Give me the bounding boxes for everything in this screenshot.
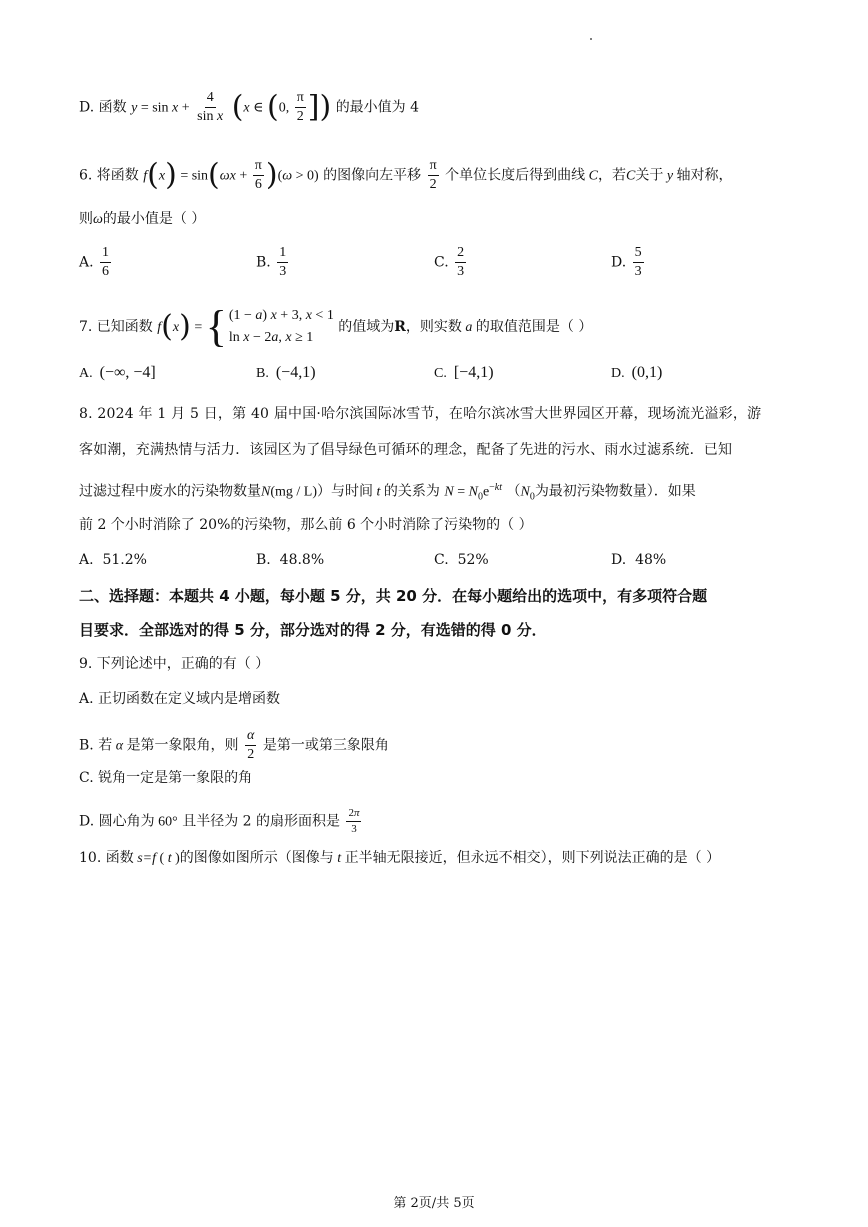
q9-stem: 9. 下列论述中，正确的有（ ） — [79, 656, 270, 672]
option-label: C. — [434, 366, 447, 381]
q6-mid: 的图像向左平移 — [323, 167, 422, 184]
option-label: D. — [611, 552, 627, 568]
q8-line3-e: 为最初污染物数量）．如果 — [534, 483, 696, 500]
option-value: [−4,1) — [453, 364, 494, 381]
page-footer: 第 2页/共 5页 — [393, 1196, 475, 1211]
q9-option-a: A. 正切函数在定义域内是增函数 — [79, 691, 281, 707]
q5d-prefix: D. 函数 — [79, 99, 127, 116]
q9-option-b: B. 若 α 是第一象限角，则 $\frac{\alpha}{2}$ 是第一或第三象限角 — [79, 728, 389, 762]
q6-option-c — [434, 246, 468, 279]
q7-option-d — [611, 364, 662, 382]
q7-piecewise: { (1 − a) x + 3, x < 1 ln x − 2a, x ≥ 1 — [205, 302, 334, 351]
q9b-prefix: B. 若 — [79, 737, 113, 754]
q6-mid5: 轴对称， — [676, 167, 733, 184]
q8-line3-c: 的关系为 — [383, 483, 440, 500]
q8-option-b — [256, 552, 324, 568]
numerator: 5 — [633, 246, 644, 263]
q5d-formula: y — [131, 100, 138, 116]
q8-option-a — [79, 552, 147, 568]
q8-line4: 前 2 个小时消除了 20%的污染物，那么前 6 个小时消除了污染物的（ ） — [79, 517, 533, 533]
q8-option-c — [434, 552, 489, 568]
q7-option-a — [79, 364, 156, 382]
speck — [590, 38, 592, 40]
option-value: 51.2% — [102, 552, 147, 568]
q8-line2: 客如潮，充满热情与活力．该园区为了倡导绿色可循环的理念，配备了先进的污水、雨水过滤系统．已知 — [79, 442, 733, 458]
q10-stem: 10. 函数 s=f ( t )的图像如图所示（图像与 t 正半轴无限接近，但永远不相交），则下列说法正确的是（ ） — [79, 850, 721, 866]
q6-mid3: ，若 — [597, 167, 626, 184]
q10-stem-c: 正半轴无限接近，但永远不相交），则下列说法正确的是（ ） — [344, 850, 721, 866]
q6-option-b — [256, 246, 290, 279]
option-value: (0,1) — [631, 364, 663, 381]
section2-heading-line1: 二、选择题：本题共 4 小题，每小题 5 分，共 20 分．在每小题给出的选项中，有多项符合题 — [79, 587, 708, 605]
q7-lead: 7. 已知函数 — [79, 319, 153, 335]
q6-line2-suffix: 的最小值是（ ） — [102, 211, 206, 227]
q6-stem-line2: 则ω的最小值是（ ） — [79, 211, 206, 227]
section2-heading-line2: 目要求．全部选对的得 5 分，部分选对的得 2 分，有选错的得 0 分． — [79, 621, 547, 639]
q7-bold-r: R — [394, 319, 406, 335]
q10-stem-b: 的图像如图所示（图像与 — [179, 850, 334, 866]
option-label: A. — [79, 552, 94, 568]
q8-line3-a: 过滤过程中废水的污染物数量 — [79, 483, 261, 500]
q5d-suffix: 的最小值为 4 — [335, 99, 420, 116]
q7-suffix: 的取值范围是（ ） — [475, 319, 593, 335]
q8-line3-b: ）与时间 — [317, 483, 373, 500]
denominator: 3 — [279, 264, 287, 279]
option-value: (−4,1) — [275, 364, 316, 381]
option-value: 52% — [457, 552, 489, 568]
q6-stem: 6. 将函数 f(x) = sin(ωx + $\frac{\pi}{6}$ )(ω > 0) 的图像向左平移 $\frac{\pi}{2}$ 个单位长度后得到曲线 C，若C关于 y 轴对称， — [79, 157, 733, 193]
q6-line2-prefix: 则 — [79, 211, 93, 227]
option-value: 48% — [635, 552, 667, 568]
q7-mid2: ，则实数 — [405, 319, 462, 335]
q6-mid4: 关于 — [635, 167, 664, 184]
option-label: B. — [256, 552, 271, 568]
q9d-prefix: D. 圆心角为 — [79, 813, 155, 830]
q6-lead: 6. 将函数 — [79, 167, 139, 184]
option-value: (−∞, −4] — [99, 364, 156, 381]
q7-stem: 7. 已知函数 f(x) = { (1 − a) x + 3, x < 1 ln x − 2a, x ≥ 1 的值域为R，则实数 a 的取值范围是（ ） — [79, 302, 593, 351]
numerator: 1 — [100, 246, 111, 263]
q10-stem-a: 10. 函数 — [79, 850, 134, 866]
q8-line3-d: （ — [506, 483, 521, 500]
q8-line1: 8. 2024 年 1 月 5 日，第 40 届中国·哈尔滨国际冰雪节，在哈尔滨冰雪大世界园区开幕，现场流光溢彩，游 — [79, 406, 762, 422]
option-label: C. — [434, 254, 449, 271]
q7-option-b — [256, 364, 316, 382]
option-value: 48.8% — [279, 552, 325, 568]
denominator: 3 — [634, 264, 642, 279]
q9d-mid: 且半径为 2 的扇形面积是 — [182, 813, 341, 830]
q6-option-a — [79, 246, 113, 279]
option-label: B. — [256, 254, 271, 271]
q6-option-d — [611, 246, 646, 279]
q7-mid: 的值域为 — [338, 319, 395, 335]
denominator: 3 — [457, 264, 465, 279]
option-label: D. — [611, 366, 625, 381]
q9-option-d: D. 圆心角为 60° 且半径为 2 的扇形面积是 $\frac{2\pi}{3}$ — [79, 807, 360, 835]
numerator: 1 — [277, 246, 288, 263]
q7-option-c — [434, 364, 494, 382]
option-label: D. — [611, 254, 627, 271]
q9b-mid: 是第一象限角，则 — [126, 737, 239, 754]
q9-option-c: C. 锐角一定是第一象限的角 — [79, 770, 253, 786]
option-label: C. — [434, 552, 449, 568]
numerator: 2 — [455, 246, 466, 263]
q9b-suffix: 是第一或第三象限角 — [262, 737, 389, 754]
option-label: A. — [79, 254, 94, 271]
q5-option-d: D. 函数 y = sin x + $\frac{4}{\text{sin x}}$ (x ∈ (0, $\frac{\pi}{2}$ ]) 的最小值为 4 — [79, 89, 420, 125]
q6-mid2: 个单位长度后得到曲线 — [445, 167, 586, 184]
denominator: 6 — [102, 264, 110, 279]
option-label: A. — [79, 366, 93, 381]
option-label: B. — [256, 366, 269, 381]
q5d-fraction: $\frac{4}{\text{sin x}}$ — [197, 90, 224, 124]
q8-option-d — [611, 552, 666, 568]
q8-line3: 过滤过程中废水的污染物数量N(mg / L)）与时间 t 的关系为 $N = N_0e^{-kt}$ （$N_0$为最初污染物数量）．如果 — [79, 482, 696, 503]
